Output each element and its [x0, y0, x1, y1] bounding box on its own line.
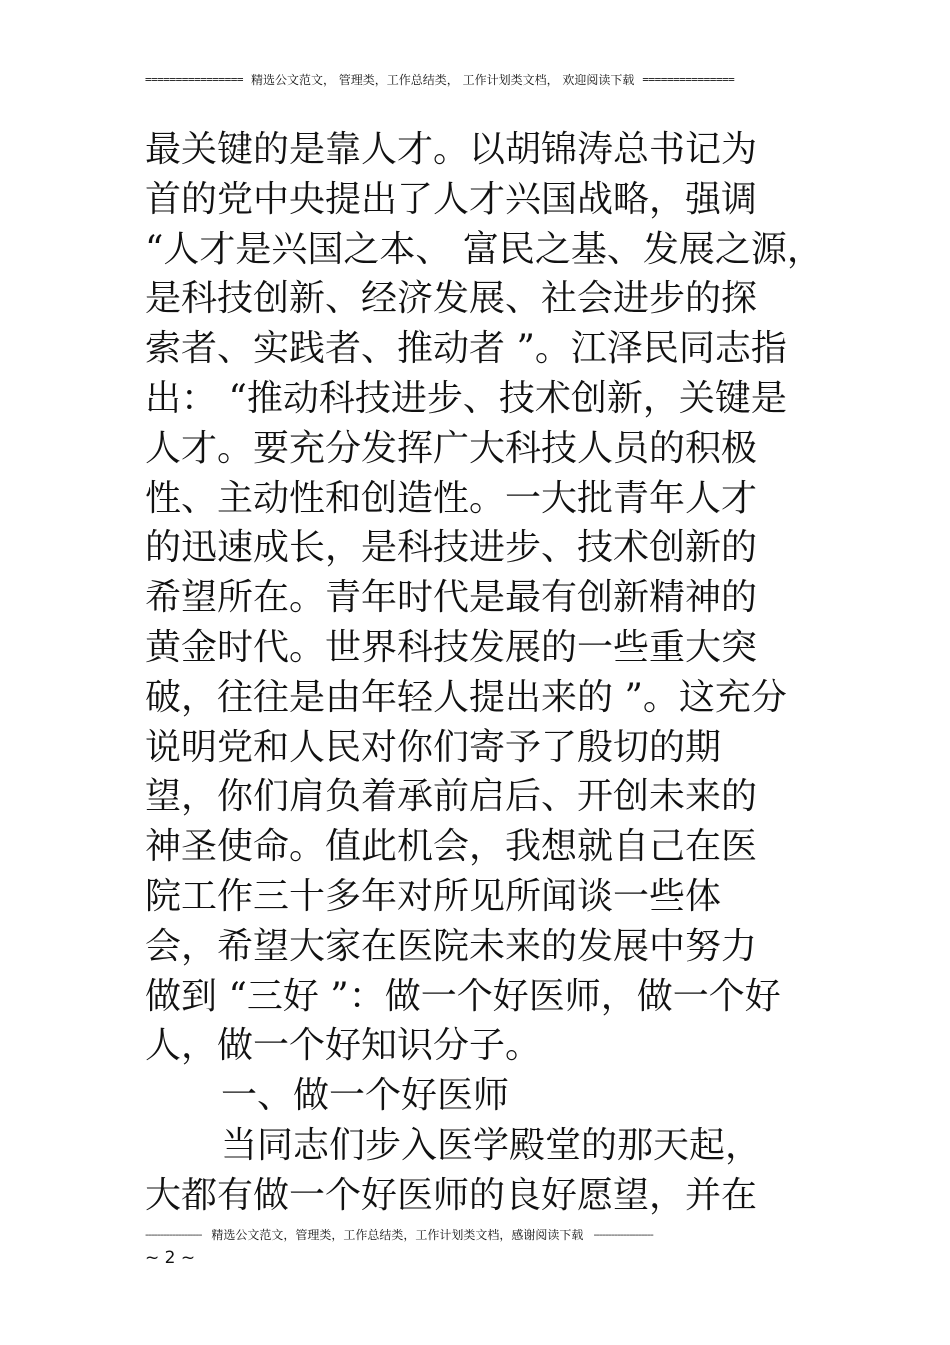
page-number: ~ 2 ~: [145, 1248, 196, 1268]
paragraph-line: 当同志们步入医学殿堂的那天起，: [221, 1124, 762, 1166]
body-line: 性、主动性和创造性。一大批青年人才: [145, 477, 758, 519]
document-body: [145, 125, 823, 1221]
header-text: 精选公文范文， 管理类，工作总结类， 工作计划类文档， 欢迎阅读下载: [250, 73, 635, 87]
body-line: 望，你们肩负着承前启后、开创未来的: [145, 776, 758, 818]
body-line: 做到 “三好 ”：做一个好医师，做一个好: [145, 975, 781, 1017]
body-line: 人才。要充分发挥广大科技人员的积极: [145, 427, 758, 469]
page-header: [145, 72, 805, 88]
footer-right-rule: --------------------: [593, 1228, 653, 1241]
body-line: 神圣使命。值此机会，我想就自己在医: [145, 826, 758, 868]
body-line: 会，希望大家在医院未来的发展中努力: [145, 925, 758, 967]
body-line: 说明党和人民对你们寄予了殷切的期: [145, 726, 722, 768]
body-line: 院工作三十多年对所见所闻谈一些体: [145, 875, 722, 917]
header-left-rule: ================: [145, 73, 243, 86]
body-line: “人才是兴国之本、 富民之基、发展之源，: [145, 228, 823, 270]
footer-text: 精选公文范文，管理类，工作总结类，工作计划类文档，感谢阅读下载: [211, 1228, 584, 1242]
body-line: 的迅速成长，是科技进步、技术创新的: [145, 527, 758, 569]
footer-left-rule: -------------------: [145, 1228, 202, 1241]
body-line: 最关键的是靠人才。以胡锦涛总书记为: [145, 129, 758, 170]
page-footer: [145, 1227, 785, 1243]
body-line: 出： “推动科技进步、技术创新，关键是: [145, 377, 787, 419]
body-line: 是科技创新、经济发展、社会进步的探: [145, 278, 758, 320]
section-heading: 一、做一个好医师: [221, 1075, 510, 1117]
body-line: 人，做一个好知识分子。: [145, 1025, 542, 1067]
body-line: 首的党中央提出了人才兴国战略，强调: [145, 178, 758, 220]
body-line: 破，往往是由年轻人提出来的 ”。这充分: [145, 676, 787, 718]
body-line: 黄金时代。世界科技发展的一些重大突: [145, 626, 758, 668]
paragraph-line: 大都有做一个好医师的良好愿望，并在: [145, 1174, 758, 1216]
body-line: 索者、实践者、推动者 ”。江泽民同志指: [145, 328, 787, 370]
body-line: 希望所在。青年时代是最有创新精神的: [145, 577, 758, 619]
header-right-rule: ===============: [642, 73, 735, 86]
